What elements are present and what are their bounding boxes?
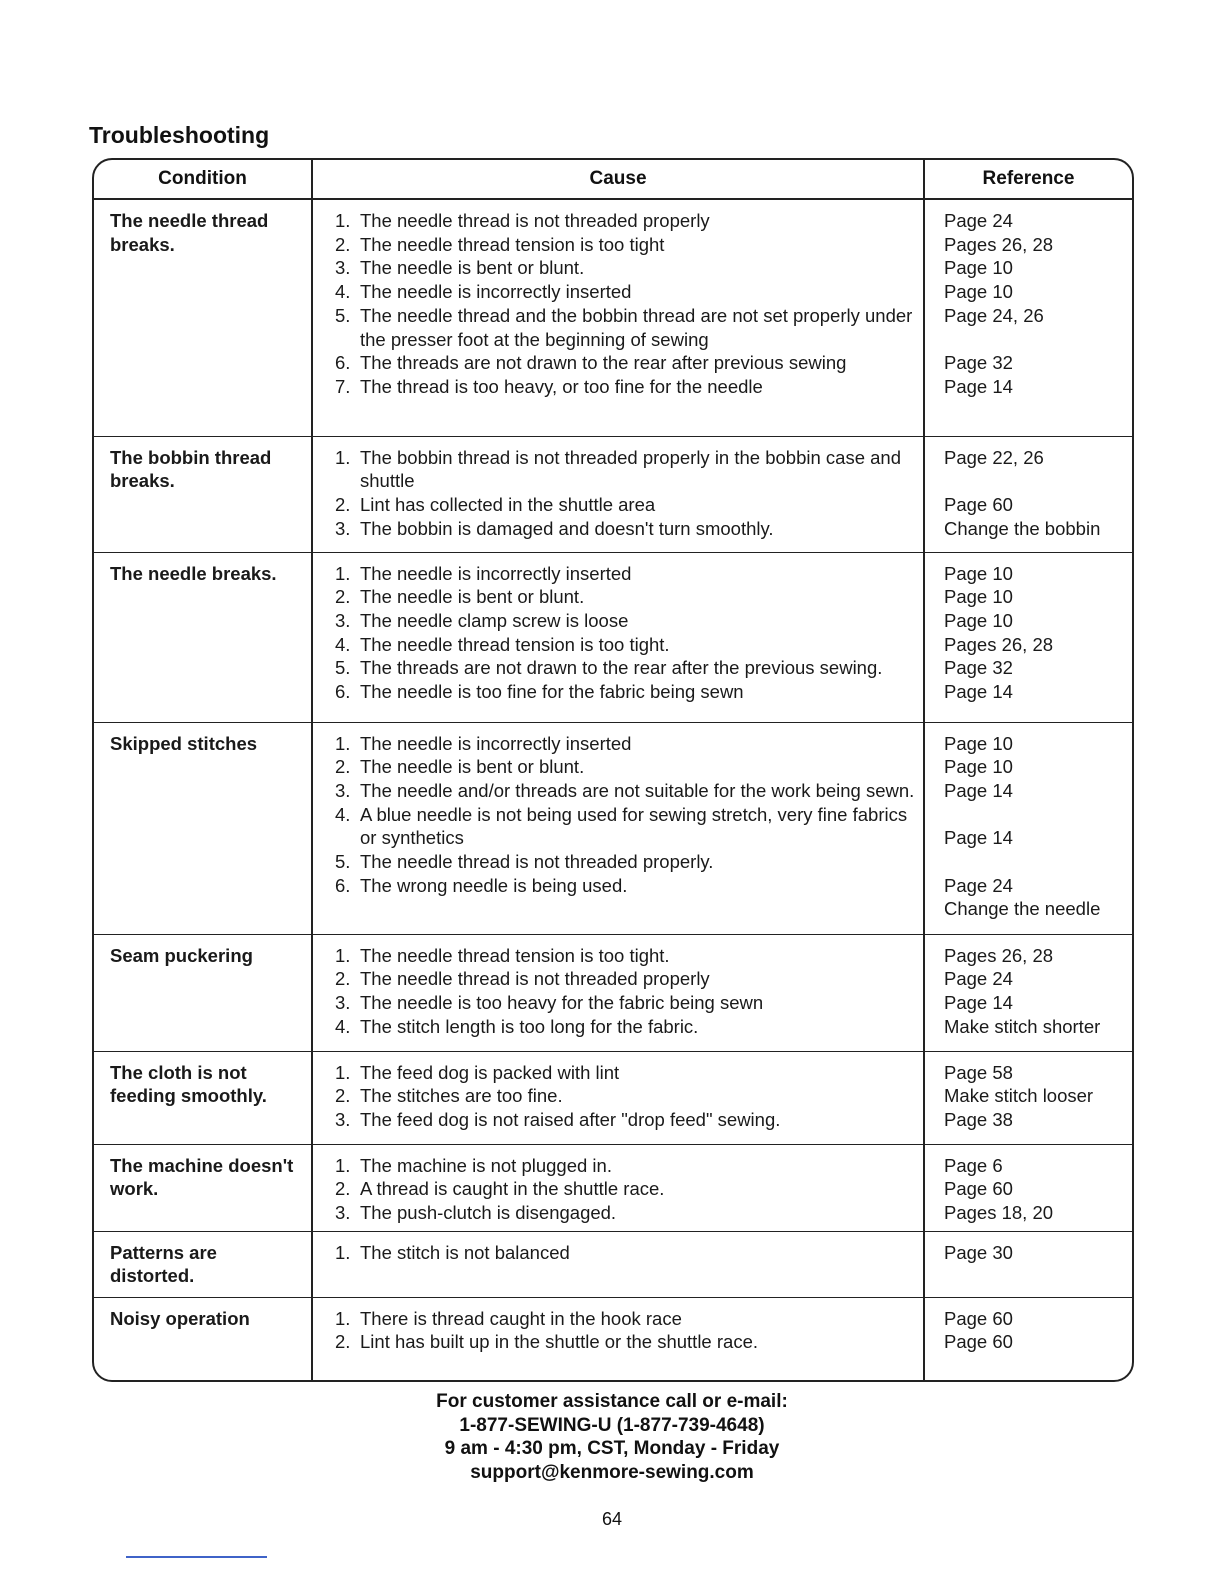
cause-text: A thread is caught in the shuttle race.	[360, 1178, 665, 1200]
bottom-rule	[126, 1556, 267, 1558]
cause-text: The needle thread tension is too tight.	[360, 944, 670, 966]
reference-cell	[924, 934, 1132, 1051]
cause-text: The needle thread tension is too tight	[360, 233, 665, 255]
cause-number: 2.	[335, 1178, 351, 1200]
cause-number: 2.	[335, 756, 351, 778]
reference-cell	[924, 722, 1132, 934]
header-reference: Reference	[924, 160, 1132, 199]
reference-item: Page 14	[944, 991, 1013, 1013]
cause-number: 4.	[335, 281, 351, 303]
cause-item	[335, 1307, 917, 1331]
reference-item: Pages 26, 28	[944, 944, 1054, 966]
reference-cell	[924, 552, 1132, 722]
customer-assistance	[0, 1390, 1224, 1484]
cause-text: The feed dog is not raised after "drop feed" sewing.	[360, 1108, 781, 1130]
cause-text: The needle thread tension is too tight.	[360, 633, 670, 655]
cause-text: The stitches are too fine.	[360, 1085, 563, 1107]
page-title: Troubleshooting	[89, 122, 270, 148]
cause-text: The thread is too heavy, or too fine for the needle	[360, 375, 763, 397]
cause-item	[335, 209, 917, 233]
cause-item	[335, 1154, 917, 1178]
cause-text: The needle is incorrectly inserted	[360, 562, 632, 584]
cause-number: 1.	[335, 944, 351, 966]
cause-number: 2.	[335, 1085, 351, 1107]
reference-item: Page 10	[944, 257, 1013, 279]
cause-cell	[312, 552, 924, 722]
reference-item: Pages 26, 28	[944, 633, 1054, 655]
cause-text: The wrong needle is being used.	[360, 874, 628, 896]
cause-number: 1.	[335, 1241, 351, 1263]
reference-item: Page 32	[944, 352, 1013, 374]
table-row	[94, 1144, 1132, 1231]
condition-cell: The cloth is not feeding smoothly.	[94, 1051, 312, 1144]
cause-text: A blue needle is not being used for sewing stretch, very fine fabrics or synthetics	[360, 803, 908, 849]
cause-cell	[312, 199, 924, 436]
cause-item	[335, 991, 917, 1015]
reference-cell	[924, 1144, 1132, 1231]
cause-text: The needle is incorrectly inserted	[360, 732, 632, 754]
cause-number: 3.	[335, 257, 351, 279]
cause-item	[335, 1177, 917, 1201]
cause-item	[335, 1201, 917, 1225]
cause-text: The push-clutch is disengaged.	[360, 1201, 617, 1223]
cause-text: Lint has collected in the shuttle area	[360, 493, 656, 515]
cause-number: 2.	[335, 493, 351, 515]
cause-number: 2.	[335, 1331, 351, 1353]
cause-number: 4.	[335, 803, 351, 825]
cause-text: The needle is bent or blunt.	[360, 756, 585, 778]
cause-item	[335, 446, 917, 493]
condition-cell: The machine doesn't work.	[94, 1144, 312, 1231]
cause-cell	[312, 722, 924, 934]
reference-item: Page 10	[944, 609, 1013, 631]
cause-text: The needle is bent or blunt.	[360, 586, 585, 608]
cause-text: The needle is too heavy for the fabric being sewn	[360, 991, 764, 1013]
cause-text: The stitch length is too long for the fabric.	[360, 1015, 699, 1037]
cause-number: 3.	[335, 517, 351, 539]
reference-item: Make stitch shorter	[944, 1015, 1101, 1037]
reference-item: Page 10	[944, 562, 1013, 584]
cause-item	[335, 493, 917, 517]
condition-cell: Patterns are distorted.	[94, 1231, 312, 1297]
cause-item	[335, 850, 917, 874]
reference-item: Page 24, 26	[944, 304, 1044, 326]
cause-number: 2.	[335, 968, 351, 990]
cause-item	[335, 680, 917, 704]
reference-item: Page 24	[944, 210, 1013, 231]
reference-item: Page 22, 26	[944, 446, 1044, 468]
cause-text: The machine is not plugged in.	[360, 1154, 612, 1176]
cause-number: 1.	[335, 446, 351, 468]
reference-item: Page 60	[944, 1178, 1013, 1200]
cause-item	[335, 1084, 917, 1108]
cause-item	[335, 803, 917, 850]
reference-item: Pages 18, 20	[944, 1201, 1054, 1223]
cause-number: 5.	[335, 657, 351, 679]
reference-item: Page 32	[944, 657, 1013, 679]
reference-item: Page 6	[944, 1154, 1003, 1176]
reference-item: Page 38	[944, 1108, 1013, 1130]
cause-text: The bobbin is damaged and doesn't turn smoothly.	[360, 517, 774, 539]
cause-cell	[312, 1144, 924, 1231]
cause-item	[335, 517, 917, 541]
cause-number: 3.	[335, 1201, 351, 1223]
cause-item	[335, 233, 917, 257]
cause-number: 1.	[335, 1154, 351, 1176]
cause-number: 2.	[335, 233, 351, 255]
cause-item	[335, 1330, 917, 1354]
cause-cell	[312, 1051, 924, 1144]
cause-number: 3.	[335, 609, 351, 631]
reference-item: Page 10	[944, 756, 1013, 778]
cause-text: The needle and/or threads are not suitable for the work being sewn.	[360, 779, 915, 801]
cause-number: 5.	[335, 851, 351, 873]
table-row	[94, 436, 1132, 552]
reference-spacer	[944, 803, 1128, 827]
cause-number: 1.	[335, 562, 351, 584]
reference-item: Page 14	[944, 681, 1013, 703]
troubleshooting-table-frame	[92, 158, 1134, 1382]
table-row	[94, 934, 1132, 1051]
assistance-hours: 9 am - 4:30 pm, CST, Monday - Friday	[444, 1438, 780, 1459]
reference-item: Page 60	[944, 1331, 1013, 1353]
cause-item	[335, 874, 917, 898]
cause-number: 1.	[335, 732, 351, 754]
cause-number: 7.	[335, 375, 351, 397]
cause-item	[335, 351, 917, 375]
reference-item: Page 10	[944, 732, 1013, 754]
cause-number: 4.	[335, 633, 351, 655]
cause-number: 3.	[335, 1108, 351, 1130]
cause-item	[335, 375, 917, 399]
condition-cell: Seam puckering	[94, 934, 312, 1051]
condition-cell: The needle breaks.	[94, 552, 312, 722]
table-row	[94, 1297, 1132, 1382]
cause-text: The feed dog is packed with lint	[360, 1061, 620, 1083]
table-header-row	[94, 160, 1132, 199]
cause-item	[335, 656, 917, 680]
cause-number: 3.	[335, 991, 351, 1013]
cause-number: 6.	[335, 681, 351, 703]
reference-item: Page 10	[944, 586, 1013, 608]
reference-cell	[924, 1051, 1132, 1144]
cause-item	[335, 967, 917, 991]
cause-text: The needle thread and the bobbin thread are not set properly under the presser foot at the beginning of sewing	[360, 304, 913, 350]
cause-text: The needle thread is not threaded properly	[360, 210, 710, 231]
reference-item: Change the needle	[944, 898, 1101, 920]
cause-cell	[312, 1297, 924, 1382]
condition-cell: The needle thread breaks.	[110, 210, 269, 255]
troubleshooting-table	[94, 160, 1132, 1382]
table-row	[94, 722, 1132, 934]
cause-item	[335, 304, 917, 351]
cause-number: 5.	[335, 304, 351, 326]
reference-item: Page 14	[944, 827, 1013, 849]
cause-number: 1.	[335, 1061, 351, 1083]
cause-item	[335, 609, 917, 633]
assistance-heading: For customer assistance call or e-mail:	[436, 1391, 788, 1412]
condition-cell: Skipped stitches	[94, 722, 312, 934]
cause-text: The threads are not drawn to the rear after previous sewing	[360, 352, 847, 374]
cause-item	[335, 280, 917, 304]
cause-text: There is thread caught in the hook race	[360, 1307, 682, 1329]
reference-item: Make stitch looser	[944, 1085, 1094, 1107]
cause-item	[335, 755, 917, 779]
header-condition: Condition	[94, 160, 312, 199]
header-cause: Cause	[312, 160, 924, 199]
page-number: 64	[601, 1509, 623, 1529]
reference-cell	[924, 1297, 1132, 1382]
reference-item: Page 14	[944, 779, 1013, 801]
reference-item: Change the bobbin	[944, 517, 1101, 539]
table-row	[94, 552, 1132, 722]
reference-item: Page 30	[944, 1241, 1013, 1263]
reference-item: Page 60	[944, 493, 1013, 515]
cause-cell	[312, 436, 924, 552]
condition-cell: Noisy operation	[94, 1297, 312, 1382]
table-row	[94, 1231, 1132, 1297]
reference-item: Page 58	[944, 1061, 1013, 1083]
cause-cell	[312, 1231, 924, 1297]
reference-cell	[924, 199, 1132, 436]
reference-item: Pages 26, 28	[944, 233, 1054, 255]
cause-text: Lint has built up in the shuttle or the shuttle race.	[360, 1331, 758, 1353]
cause-item	[335, 732, 917, 756]
cause-text: The needle clamp screw is loose	[360, 609, 629, 631]
cause-number: 6.	[335, 874, 351, 896]
cause-text: The stitch is not balanced	[360, 1241, 570, 1263]
cause-item	[335, 1015, 917, 1039]
reference-item: Page 14	[944, 375, 1013, 397]
cause-number: 1.	[335, 1307, 351, 1329]
cause-text: The needle is bent or blunt.	[360, 257, 585, 279]
cause-item	[335, 1241, 917, 1265]
cause-text: The bobbin thread is not threaded properly in the bobbin case and shuttle	[360, 446, 901, 492]
reference-spacer	[944, 328, 1128, 352]
reference-item: Page 60	[944, 1307, 1013, 1329]
cause-number: 4.	[335, 1015, 351, 1037]
condition-cell: The bobbin thread breaks.	[94, 436, 312, 552]
reference-item: Page 10	[944, 281, 1013, 303]
assistance-email: support@kenmore-sewing.com	[470, 1461, 754, 1483]
cause-cell	[312, 934, 924, 1051]
reference-item: Page 24	[944, 874, 1013, 896]
reference-spacer	[944, 469, 1128, 493]
cause-item	[335, 1061, 917, 1085]
cause-text: The needle is too fine for the fabric being sewn	[360, 681, 744, 703]
reference-cell	[924, 1231, 1132, 1297]
cause-text: The threads are not drawn to the rear after the previous sewing.	[360, 657, 883, 679]
cause-number: 2.	[335, 586, 351, 608]
cause-text: The needle thread is not threaded properly	[360, 968, 710, 990]
reference-item: Page 24	[944, 968, 1013, 990]
table-row	[94, 1051, 1132, 1144]
reference-cell	[924, 436, 1132, 552]
cause-item	[335, 256, 917, 280]
cause-item	[335, 633, 917, 657]
cause-number: 1.	[335, 210, 351, 231]
cause-item	[335, 779, 917, 803]
cause-number: 3.	[335, 779, 351, 801]
table-row	[94, 199, 1132, 436]
cause-item	[335, 1108, 917, 1132]
cause-item	[335, 562, 917, 586]
cause-item	[335, 585, 917, 609]
cause-item	[335, 944, 917, 968]
assistance-phone: 1-877-SEWING-U (1-877-739-4648)	[459, 1414, 765, 1436]
cause-number: 6.	[335, 352, 351, 374]
reference-spacer	[944, 850, 1128, 874]
cause-text: The needle thread is not threaded properly.	[360, 851, 714, 873]
cause-text: The needle is incorrectly inserted	[360, 281, 632, 303]
